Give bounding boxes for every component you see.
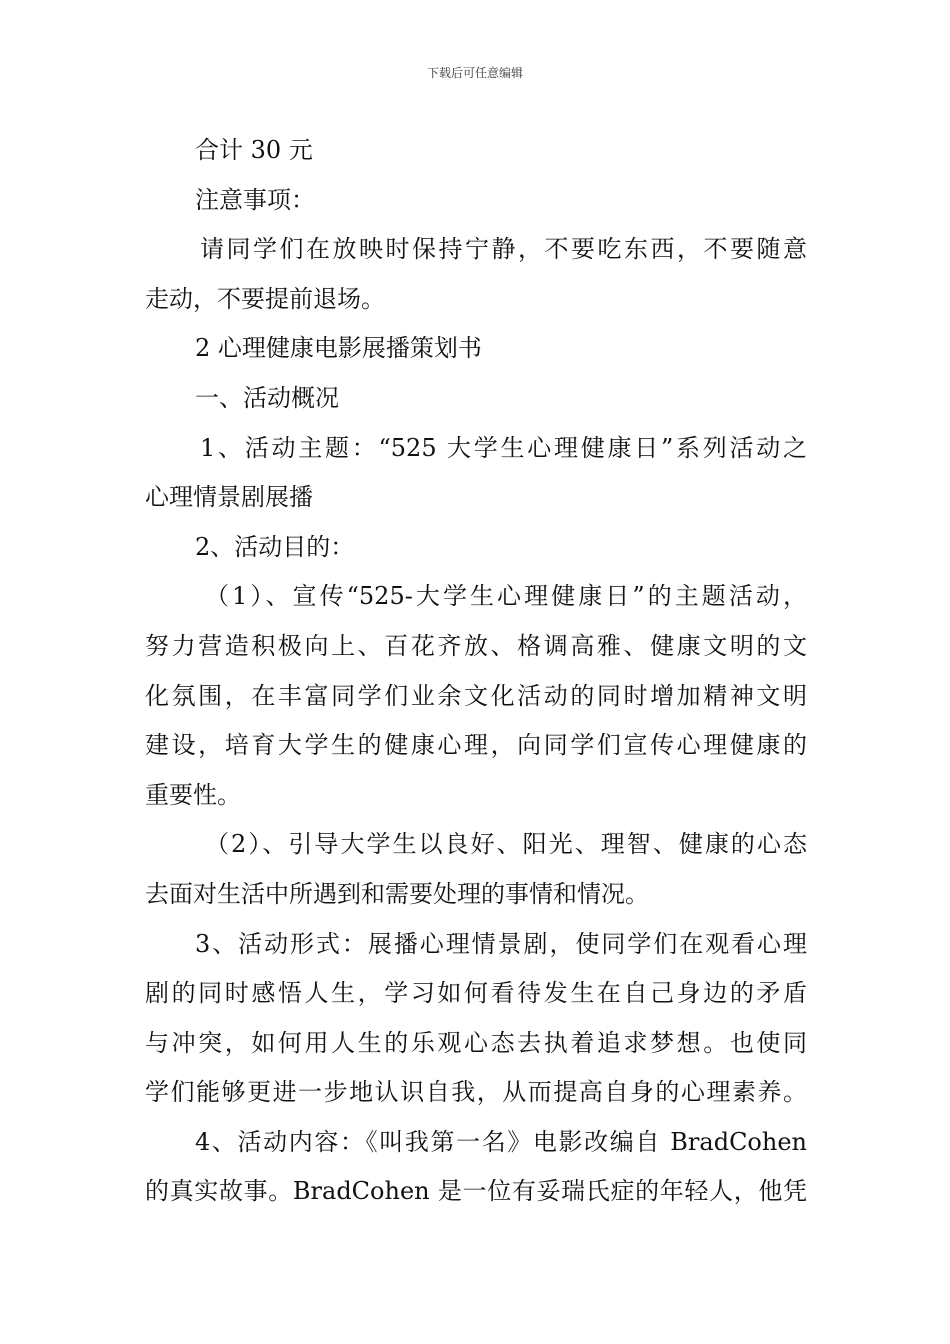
- paragraph-line: 4、活动内容：《叫我第一名》电影改编自 BradCohen: [195, 1127, 807, 1156]
- paragraph-line: 注意事项：: [195, 185, 315, 214]
- paragraph-line: （1）、宣传“525-大学生心理健康日”的主题活动，: [205, 582, 807, 611]
- paragraph-line: 剧的同时感悟人生，学习如何看待发生在自己身边的矛盾: [145, 979, 807, 1008]
- paragraph-line: 3、活动形式：展播心理情景剧，使同学们在观看心理: [195, 929, 807, 958]
- section-heading: 一、活动概况: [195, 383, 339, 412]
- section-heading: 2 心理健康电影展播策划书: [195, 334, 482, 363]
- paragraph-line: 学们能够更进一步地认识自我，从而提高自身的心理素养。: [145, 1078, 807, 1107]
- paragraph-line: 重要性。: [145, 780, 241, 809]
- paragraph-line: 的真实故事。BradCohen 是一位有妥瑞氏症的年轻人，他凭: [145, 1177, 807, 1206]
- document-body: [145, 126, 807, 1217]
- paragraph-line: （2）、引导大学生以良好、阳光、理智、健康的心态: [205, 830, 807, 859]
- paragraph-line: 走动，不要提前退场。: [145, 284, 385, 313]
- paragraph-line: 与冲突，如何用人生的乐观心态去执着追求梦想。也使同: [145, 1028, 807, 1057]
- paragraph-line: 建设，培育大学生的健康心理，向同学们宣传心理健康的: [145, 731, 807, 760]
- paragraph-line: 心理情景剧展播: [145, 483, 313, 512]
- paragraph-line: 化氛围，在丰富同学们业余文化活动的同时增加精神文明: [145, 681, 807, 710]
- paragraph-line: 合计 30 元: [195, 136, 313, 164]
- paragraph-line: 2、活动目的：: [195, 532, 355, 561]
- paragraph-line: 去面对生活中所遇到和需要处理的事情和情况。: [145, 879, 649, 908]
- paragraph-line: 请同学们在放映时保持宁静，不要吃东西，不要随意: [200, 235, 807, 264]
- paragraph-line: 1、活动主题：“525 大学生心理健康日”系列活动之: [200, 433, 807, 462]
- page-header: 下载后可任意编辑: [426, 66, 523, 80]
- paragraph-line: 努力营造积极向上、百花齐放、格调高雅、健康文明的文: [145, 631, 807, 660]
